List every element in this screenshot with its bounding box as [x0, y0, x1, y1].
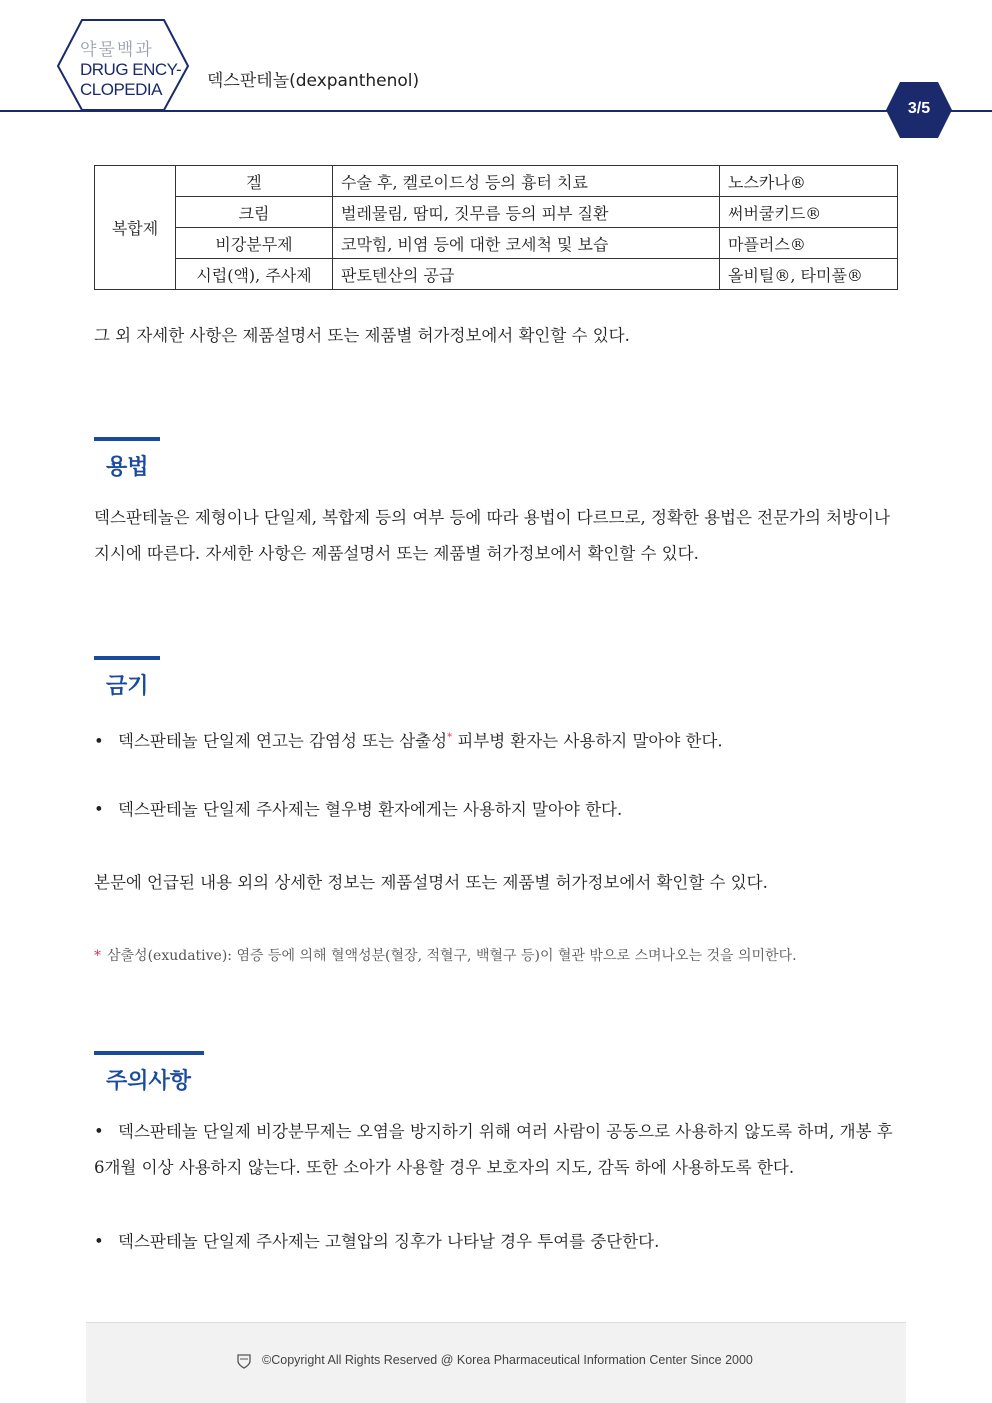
drug-title: 덱스판테놀(dexpanthenol): [207, 71, 420, 91]
section-title-dosage: 용법: [106, 455, 149, 480]
bullet-dot: •: [94, 800, 104, 819]
section-title-cautions: 주의사항: [106, 1069, 192, 1094]
contra-bullet-1-b: 피부병 환자는 사용하지 말아야 한다.: [452, 731, 723, 751]
footnote-text: 삼출성(exudative): 염증 등에 의해 혈액성분(혈장, 적혈구, 백혈구 등)이 혈관 밖으로 스며나오는 것을 의미한다.: [107, 948, 797, 964]
footnote-marker: *: [447, 732, 453, 743]
copyright-text: ©Copyright All Rights Reserved @ Korea Pharmaceutical Information Center Since 2000: [262, 1353, 753, 1367]
contra-note: 본문에 언급된 내용 외의 상세한 정보는 제품설명서 또는 제품별 허가정보에서 확인할 수 있다.: [94, 873, 768, 892]
section-bar: [94, 1051, 204, 1055]
product-cell: 노스카나®: [720, 166, 898, 197]
form-cell: 비강분무제: [176, 228, 333, 259]
logo: [80, 40, 190, 100]
bullet-dot: •: [94, 1122, 104, 1141]
list-item: [94, 720, 898, 760]
use-cell: 코막힘, 비염 등에 대한 코세척 및 보습: [333, 228, 720, 259]
shield-logo-icon: [236, 1353, 252, 1369]
caution-bullet-2: 덱스판테놀 단일제 주사제는 고혈압의 징후가 나타날 경우 투여를 중단한다.: [118, 1232, 660, 1251]
product-cell: 마플러스®: [720, 228, 898, 259]
bullet-dot: •: [94, 1232, 104, 1251]
group-label-cell: 복합제: [95, 166, 176, 290]
form-cell: 크림: [176, 197, 333, 228]
table-note: 그 외 자세한 사항은 제품설명서 또는 제품별 허가정보에서 확인할 수 있다.: [94, 326, 630, 345]
logo-en-line1: DRUG ENCY-: [80, 60, 182, 79]
list-item: [94, 1224, 898, 1260]
logo-kr: 약물백과: [80, 40, 154, 59]
contra-bullet-2: 덱스판테놀 단일제 주사제는 혈우병 환자에게는 사용하지 말아야 한다.: [118, 800, 623, 819]
section-bar: [94, 656, 160, 660]
footnote-star: *: [94, 948, 101, 964]
dosage-text: 덱스판테놀은 제형이나 단일제, 복합제 등의 여부 등에 따라 용법이 다르므로, 정확한 용법은 전문가의 처방이나 지시에 따른다. 자세한 사항은 제품설명서 또는 제품별 허가정보에서 확인할 수 있다.: [94, 508, 890, 563]
form-cell: 겔: [176, 166, 333, 197]
product-cell: 써버쿨키드®: [720, 197, 898, 228]
table-row: [95, 166, 898, 197]
list-item: [94, 792, 898, 828]
table-row: [95, 197, 898, 228]
logo-en-line2: CLOPEDIA: [80, 80, 162, 99]
form-cell: 시럽(액), 주사제: [176, 259, 333, 290]
page-number: 3/5: [907, 100, 931, 117]
product-cell: 올비틸®, 타미풀®: [720, 259, 898, 290]
caution-bullet-1: 덱스판테놀 단일제 비강분무제는 오염을 방지하기 위해 여러 사람이 공동으로 사용하지 않도록 하며, 개봉 후 6개월 이상 사용하지 않는다. 또한 소아가 사용할 경우 보호자의 지도, 감독 하에 사용하도록 한다.: [94, 1122, 893, 1177]
table-row: [95, 228, 898, 259]
section-bar: [94, 437, 160, 441]
contra-bullet-1-a: 덱스판테놀 단일제 연고는 감염성 또는 삼출성: [118, 731, 448, 751]
use-cell: 판토텐산의 공급: [333, 259, 720, 290]
footnote: [94, 945, 797, 965]
combination-table: [94, 165, 898, 290]
use-cell: 벌레물림, 땀띠, 짓무름 등의 피부 질환: [333, 197, 720, 228]
list-item: [94, 1114, 898, 1186]
use-cell: 수술 후, 켈로이드성 등의 흉터 치료: [333, 166, 720, 197]
bullet-dot: •: [94, 731, 104, 751]
table-row: [95, 259, 898, 290]
section-title-contraindications: 금기: [106, 674, 149, 699]
